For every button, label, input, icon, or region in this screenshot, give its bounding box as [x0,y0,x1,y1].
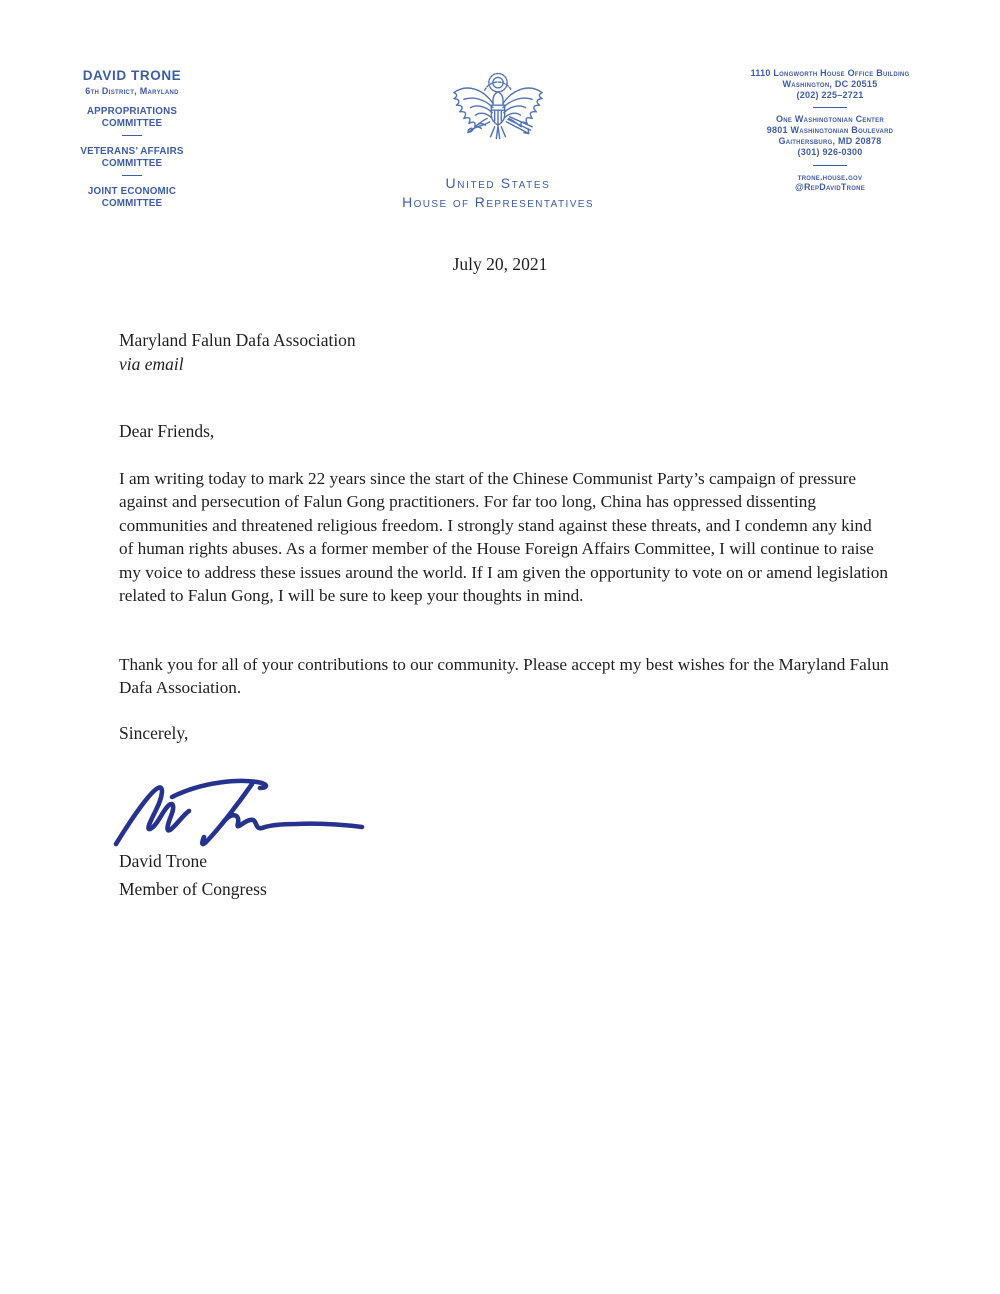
house-of-representatives-label: House of Representatives [402,194,594,210]
letterhead-center [398,64,598,210]
delivery-method: via email [119,354,184,374]
committee-joint-economic: JOINT ECONOMIC COMMITTEE [87,186,177,209]
closing: Sincerely, [119,723,189,743]
divider [122,175,142,176]
twitter-handle: @RepDavidTrone [794,182,865,193]
committee-appropriations: APPROPRIATIONS COMMITTEE [86,106,178,129]
divider [813,107,847,108]
recipient-block [119,328,356,376]
letterhead-left [56,68,208,209]
district-office-address: One Washingtonian Center 9801 Washingtonian Boulevard Gaithersburg, MD 20878 (301) 926-0300 [766,114,894,157]
website-url: trone.house.gov [797,171,863,182]
divider [122,135,142,136]
committee-veterans-affairs: VETERANS’ AFFAIRS COMMITTEE [80,146,184,169]
signer-title: Member of Congress [119,879,267,899]
divider [813,165,847,166]
united-states-label: United States [445,175,551,191]
salutation: Dear Friends, [119,421,215,441]
body-paragraph: Thank you for all of your contributions to our community. Please accept my best wishes for the Maryland Falun Dafa Association. [119,655,889,698]
web-contact [712,172,948,194]
house-seal-eagle-icon [448,64,548,168]
body-paragraph: I am writing today to mark 22 years since the start of the Chinese Communist Party’s campaign of pressure against and persecution of Falun Gong practitioners. For far too long, China has oppressed dissenting communities and threatened religious freedom. I strongly stand against these threats, and I condemn any kind of human rights abuses. As a former member of the House Foreign Affairs Committee, I will continue to raise my voice to address these issues around the world. If I am given the opportunity to vote on or amend legislation related to Falun Gong, I will be sure to keep your thoughts in mind. [119,469,888,606]
member-district: 6th District, Maryland [85,86,179,96]
recipient-name: Maryland Falun Dafa Association [119,330,356,350]
signer-name: David Trone [119,851,207,871]
letter-date: July 20, 2021 [452,254,548,274]
member-name: DAVID TRONE [82,68,182,83]
dc-office-address: 1110 Longworth House Office Building Washington, DC 20515 (202) 225–2721 [750,68,910,100]
letterhead-right [712,68,948,193]
signature-image [110,766,378,850]
